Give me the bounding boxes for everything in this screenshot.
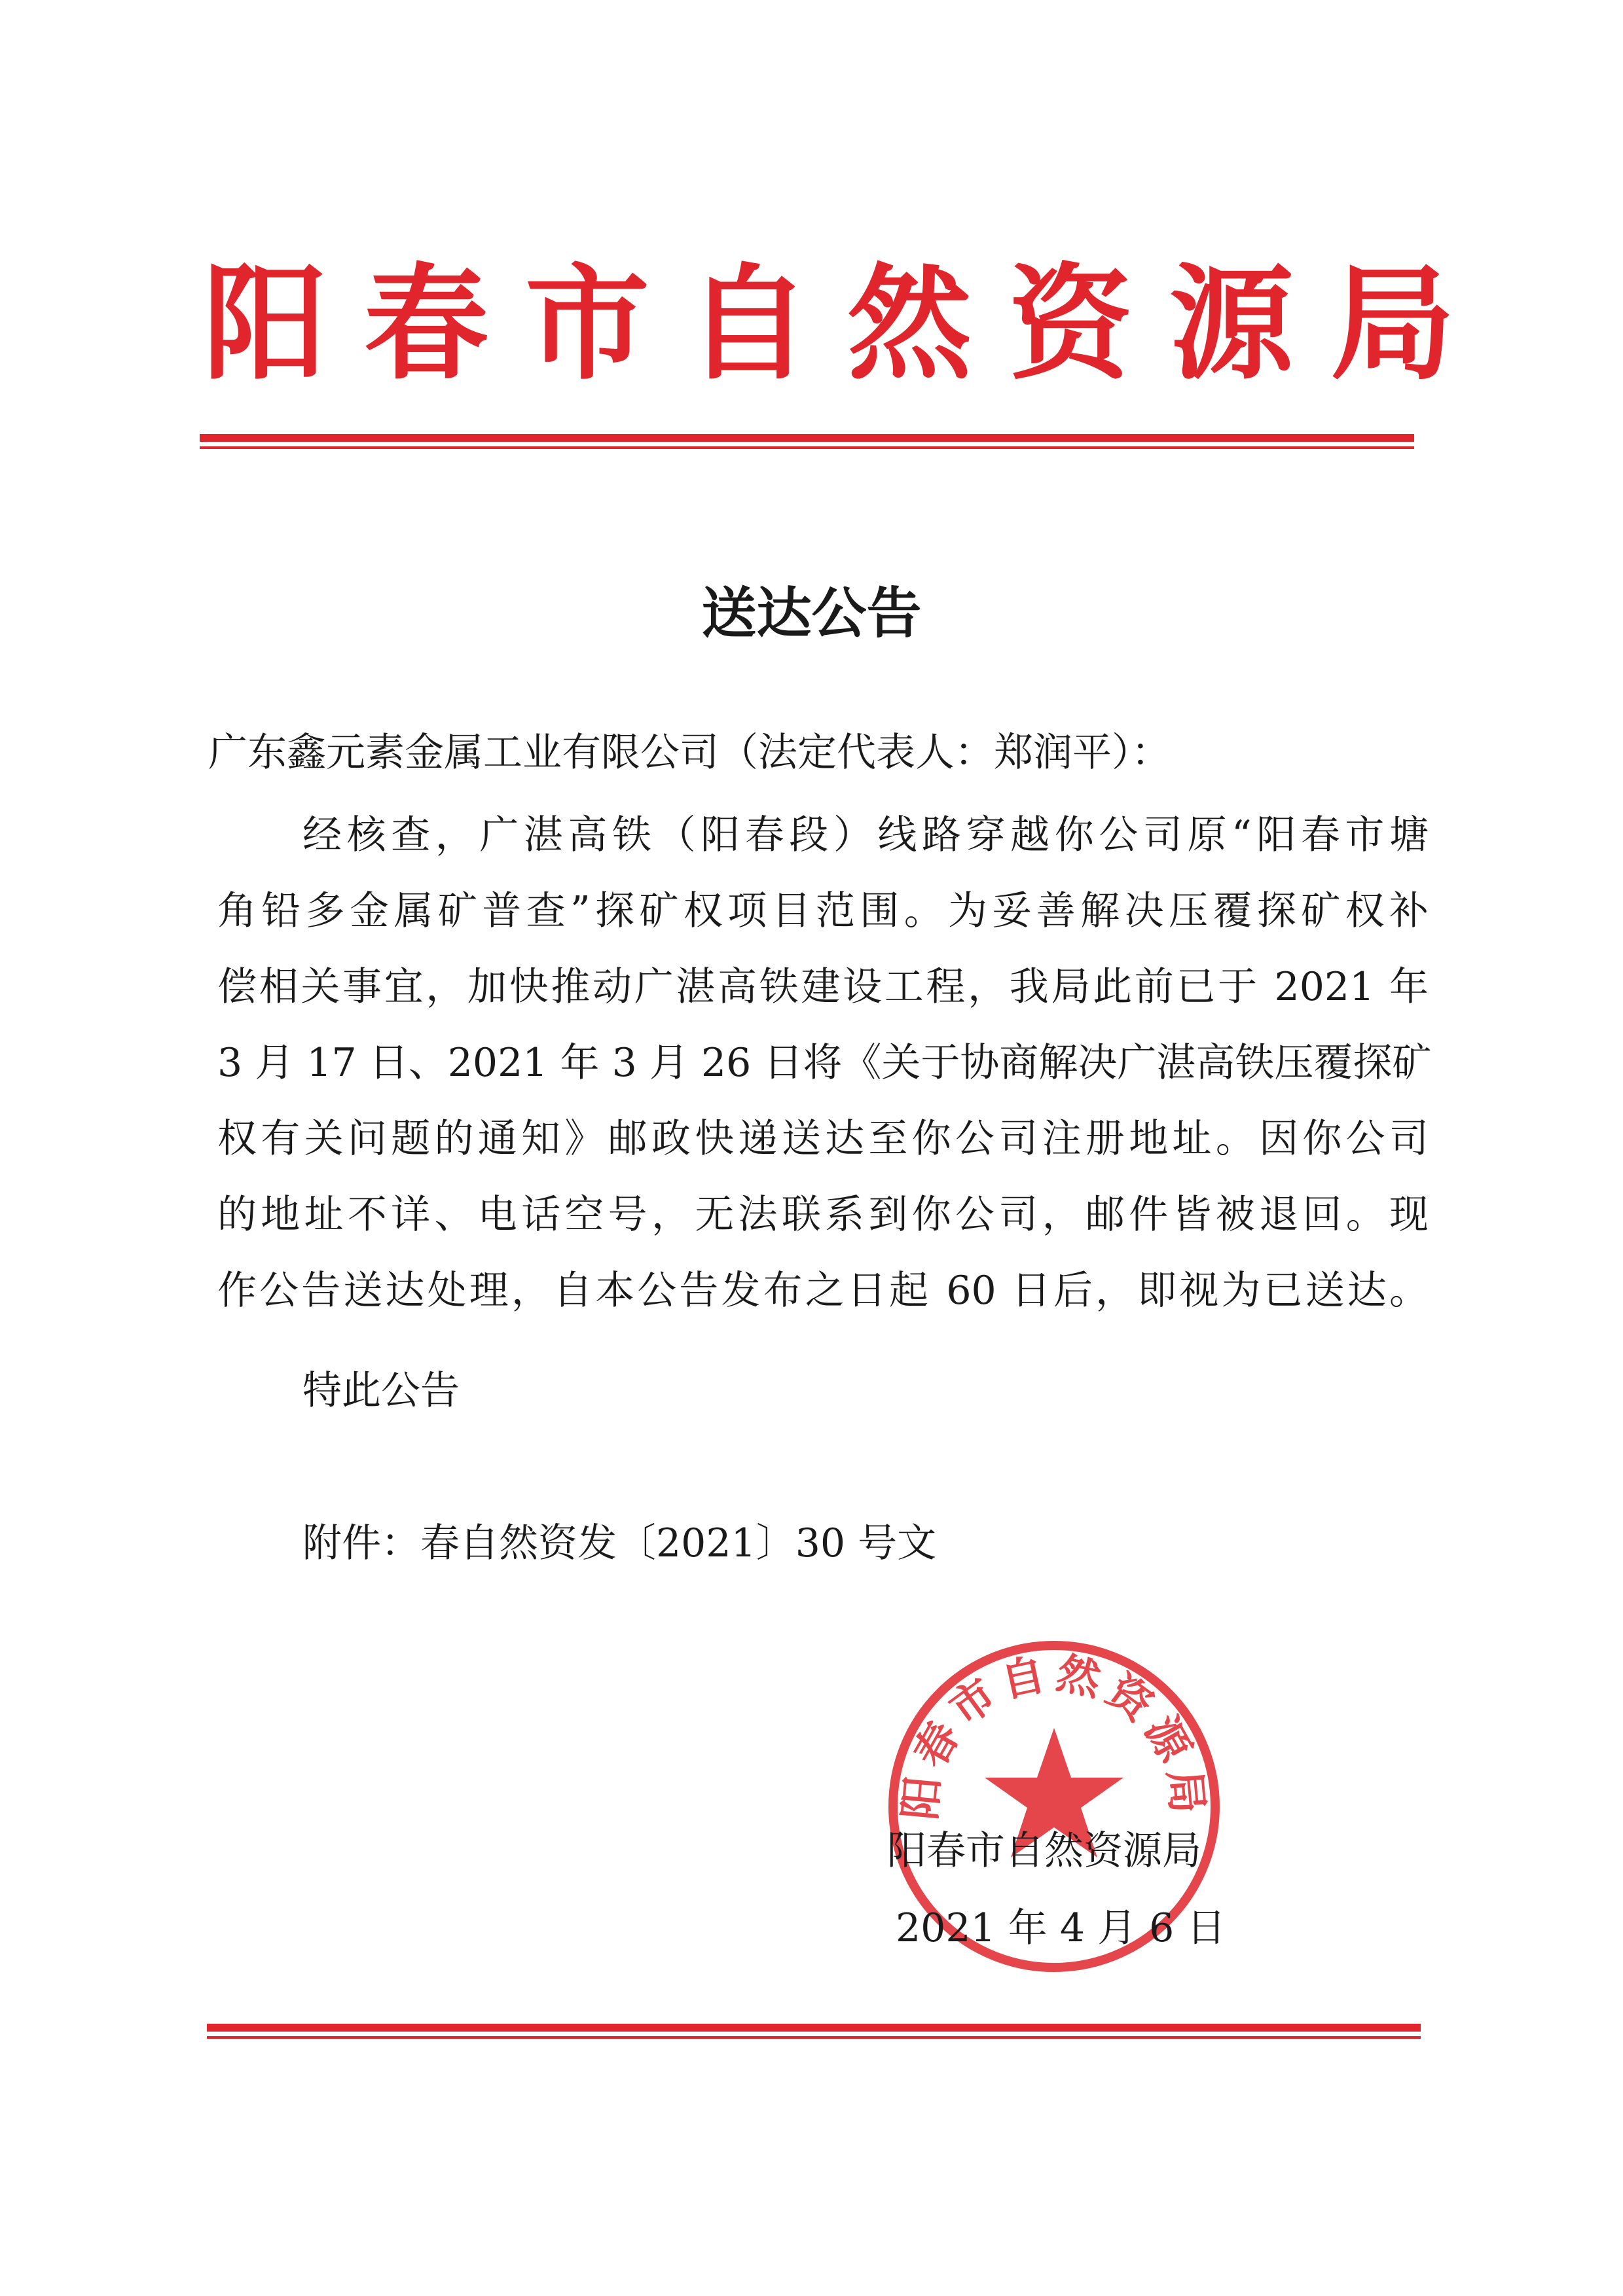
body-line: 偿相关事宜，加快推动广湛高铁建设工程，我局此前已于 2021 年 <box>217 964 1429 1010</box>
seal-text-path: 阳春市自然资源局 <box>894 1647 1214 1822</box>
body-line: 的地址不详、电话空号，无法联系到你公司，邮件皆被退回。现 <box>217 1192 1429 1238</box>
notice-title: 送达公告 <box>701 581 922 645</box>
body-line: 权有关问题的通知》邮政快递送达至你公司注册地址。因你公司 <box>217 1116 1429 1162</box>
attachment-line: 附件：春自然资发〔2021〕30 号文 <box>302 1520 937 1566</box>
signature-date: 2021 年 4 月 6 日 <box>896 1905 1226 1951</box>
agency-letterhead-title: 阳春市自然资源局 <box>203 251 1492 397</box>
body-line: 3 月 17 日、2021 年 3 月 26 日将《关于协商解决广湛高铁压覆探矿 <box>217 1040 1432 1086</box>
rule-thick-line <box>200 434 1414 442</box>
footer-rule <box>207 2024 1421 2043</box>
signature-agency: 阳春市自然资源局 <box>887 1828 1201 1874</box>
rule-thick-line <box>207 2024 1421 2032</box>
closing-phrase: 特此公告 <box>302 1368 460 1414</box>
letterhead-top-rule <box>200 434 1414 454</box>
body-line: 角铅多金属矿普查”探矿权项目范围。为妥善解决压覆探矿权补 <box>217 888 1429 934</box>
rule-thin-line <box>207 2036 1421 2039</box>
body-line: 经核查，广湛高铁（阳春段）线路穿越你公司原“阳春市塘 <box>302 812 1429 858</box>
body-line: 作公告送达处理，自本公告发布之日起 60 日后，即视为已送达。 <box>217 1268 1429 1314</box>
addressee-line: 广东鑫元素金属工业有限公司（法定代表人：郑润平）： <box>208 730 1171 776</box>
rule-thin-line <box>200 446 1414 449</box>
